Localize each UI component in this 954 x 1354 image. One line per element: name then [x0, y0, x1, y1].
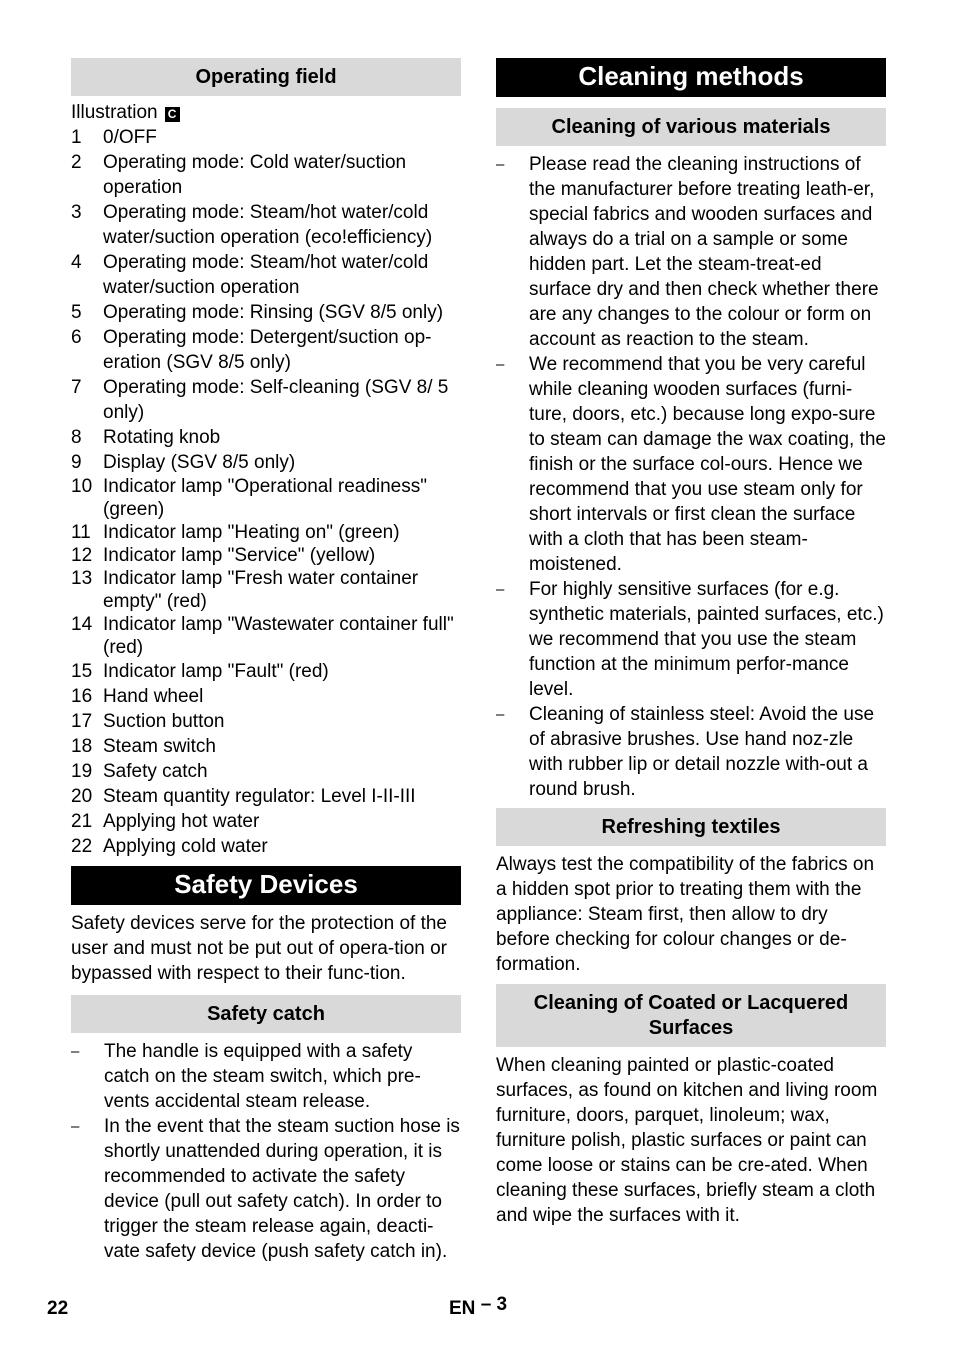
various-materials-list	[496, 152, 886, 802]
operating-field-item	[71, 521, 461, 544]
materials-item	[496, 577, 886, 702]
item-number: 8	[71, 427, 82, 448]
item-label: Applying cold water	[103, 836, 268, 857]
operating-field-item	[71, 659, 461, 684]
item-number: 15	[71, 661, 93, 682]
item-number: 11	[71, 522, 91, 543]
operating-field-item	[71, 613, 461, 659]
materials-item	[496, 352, 886, 577]
operating-field-item	[71, 425, 461, 450]
safety-devices-heading: Safety Devices	[71, 866, 461, 905]
item-label: Steam quantity regulator: Level I-II-III	[103, 786, 416, 807]
operating-field-item	[71, 734, 461, 759]
coated-surfaces-text: When cleaning painted or plastic-coated surfaces, as found on kitchen and living room furniture, doors, parquet, linoleum; wax, furniture polish, plastic surfaces or paint can come loose or stains can be cre-ated. When cleaning these surfaces, briefly steam a cloth and wipe the surfaces with it.	[496, 1055, 878, 1226]
operating-field-item	[71, 784, 461, 809]
item-number: 13	[71, 568, 93, 589]
operating-field-item	[71, 567, 461, 613]
dash-bullet: –	[496, 581, 505, 598]
item-number: 3	[71, 202, 82, 223]
bullet-text: For highly sensitive surfaces (for e.g. synthetic materials, painted surfaces, etc.) we recommend that you use the steam function at the minimum perfor-mance level.	[529, 579, 884, 700]
operating-field-item	[71, 709, 461, 734]
left-column	[71, 58, 461, 1264]
operating-field-item	[71, 150, 461, 200]
operating-field-item	[71, 544, 461, 567]
refreshing-textiles-text: Always test the compatibility of the fabrics on a hidden spot prior to treating them with the appliance: Steam first, then allow to dry before checking for colour changes or de-formation.	[496, 854, 875, 975]
item-number: 2	[71, 152, 82, 173]
illustration-badge: C	[165, 107, 180, 122]
materials-item	[496, 152, 886, 352]
item-label: Operating mode: Self-cleaning (SGV 8/ 5 only)	[103, 377, 449, 423]
operating-field-heading: Operating field	[71, 58, 461, 96]
safety-devices-text: Safety devices serve for the protection of the user and must not be put out of opera-tion or bypassed with respect to their func-tion.	[71, 913, 448, 984]
item-number: 20	[71, 786, 93, 807]
footer-lang	[449, 1294, 508, 1320]
item-label: 0/OFF	[103, 127, 157, 148]
item-label: Indicator lamp "Heating on" (green)	[103, 522, 400, 543]
item-label: Safety catch	[103, 761, 208, 782]
page-number: 22	[47, 1298, 69, 1319]
item-label: Operating mode: Rinsing (SGV 8/5 only)	[103, 302, 444, 323]
right-column	[496, 58, 886, 1228]
dash-bullet: –	[496, 356, 505, 373]
operating-field-item	[71, 450, 461, 475]
item-number: 5	[71, 302, 82, 323]
dash-bullet: –	[71, 1118, 80, 1135]
item-label: Rotating knob	[103, 427, 221, 448]
illustration-line	[71, 100, 461, 125]
operating-field-item	[71, 125, 461, 150]
footer-lang-code: EN	[449, 1298, 476, 1319]
dash-bullet: –	[496, 706, 505, 723]
item-label: Indicator lamp "Wastewater container full" (red)	[103, 614, 454, 658]
item-number: 16	[71, 686, 93, 707]
refreshing-textiles-heading: Refreshing textiles	[496, 808, 886, 846]
item-number: 10	[71, 476, 93, 497]
bullet-text: In the event that the steam suction hose is shortly unattended during operation, it is recommended to activate the safety device (pull out safety catch). In order to trigger the steam release again, deacti-vate safety device (push safety catch in).	[104, 1116, 460, 1262]
item-number: 22	[71, 836, 93, 857]
dash-bullet: –	[496, 156, 505, 173]
item-number: 14	[71, 614, 93, 635]
operating-field-item	[71, 325, 461, 375]
item-label: Hand wheel	[103, 686, 204, 707]
item-label: Steam switch	[103, 736, 216, 757]
item-number: 18	[71, 736, 93, 757]
item-label: Operating mode: Steam/hot water/cold water/suction operation (eco!efficiency)	[103, 202, 433, 248]
item-label: Operating mode: Steam/hot water/cold water/suction operation	[103, 252, 429, 298]
item-label: Suction button	[103, 711, 225, 732]
various-materials-heading: Cleaning of various materials	[496, 108, 886, 146]
bullet-text: Cleaning of stainless steel: Avoid the use of abrasive brushes. Use hand noz-zle with rubber lip or detail nozzle with-out a round brush.	[529, 704, 875, 800]
item-label: Applying hot water	[103, 811, 260, 832]
item-number: 19	[71, 761, 93, 782]
operating-field-item	[71, 200, 461, 250]
item-number: 4	[71, 252, 82, 273]
footer-section: – 3	[480, 1294, 508, 1315]
operating-field-item	[71, 250, 461, 300]
bullet-text: We recommend that you be very careful while cleaning wooden surfaces (furni-ture, doors, etc.) because long expo-sure to steam can damage the wax coating, the finish or the surface col-ours. Hence we recommend that you use steam only for short intervals or first clean the surface with a cloth that has been steam-moistened.	[529, 354, 886, 575]
operating-field-item	[71, 834, 461, 859]
safety-catch-heading: Safety catch	[71, 995, 461, 1033]
item-number: 21	[71, 811, 93, 832]
operating-field-item	[71, 375, 461, 425]
item-label: Display (SGV 8/5 only)	[103, 452, 296, 473]
item-number: 17	[71, 711, 93, 732]
materials-item	[496, 702, 886, 802]
operating-field-list	[71, 125, 461, 859]
item-number: 7	[71, 377, 82, 398]
dash-bullet: –	[71, 1043, 80, 1060]
operating-field-item	[71, 809, 461, 834]
item-number: 1	[71, 127, 82, 148]
cleaning-methods-heading: Cleaning methods	[496, 58, 886, 97]
item-label: Indicator lamp "Fresh water container empty" (red)	[103, 568, 419, 612]
operating-field-item	[71, 300, 461, 325]
operating-field-item	[71, 684, 461, 709]
item-label: Indicator lamp "Operational readiness" (green)	[103, 476, 427, 520]
bullet-text: The handle is equipped with a safety catch on the steam switch, which pre-vents accidental steam release.	[104, 1041, 421, 1112]
item-label: Operating mode: Detergent/suction op-eration (SGV 8/5 only)	[103, 327, 432, 373]
bullet-text: Please read the cleaning instructions of the manufacturer before treating leath-er, special fabrics and wooden surfaces and always do a trial on a sample or some hidden part. Let the steam-treat-ed surface dry and then check whether there are any changes to the colour or form on account as reaction to the steam.	[529, 154, 879, 350]
operating-field-item	[71, 475, 461, 521]
safety-catch-list	[71, 1039, 461, 1264]
item-number: 6	[71, 327, 82, 348]
item-label: Indicator lamp "Fault" (red)	[103, 661, 329, 682]
coated-surfaces-heading: Cleaning of Coated or Lacquered Surfaces	[496, 984, 886, 1047]
item-label: Indicator lamp "Service" (yellow)	[103, 545, 376, 566]
safety-catch-item	[71, 1114, 461, 1264]
item-label: Operating mode: Cold water/suction operation	[103, 152, 407, 198]
safety-catch-item	[71, 1039, 461, 1114]
item-number: 12	[71, 545, 93, 566]
operating-field-item	[71, 759, 461, 784]
illustration-label: Illustration	[71, 102, 158, 123]
item-number: 9	[71, 452, 82, 473]
